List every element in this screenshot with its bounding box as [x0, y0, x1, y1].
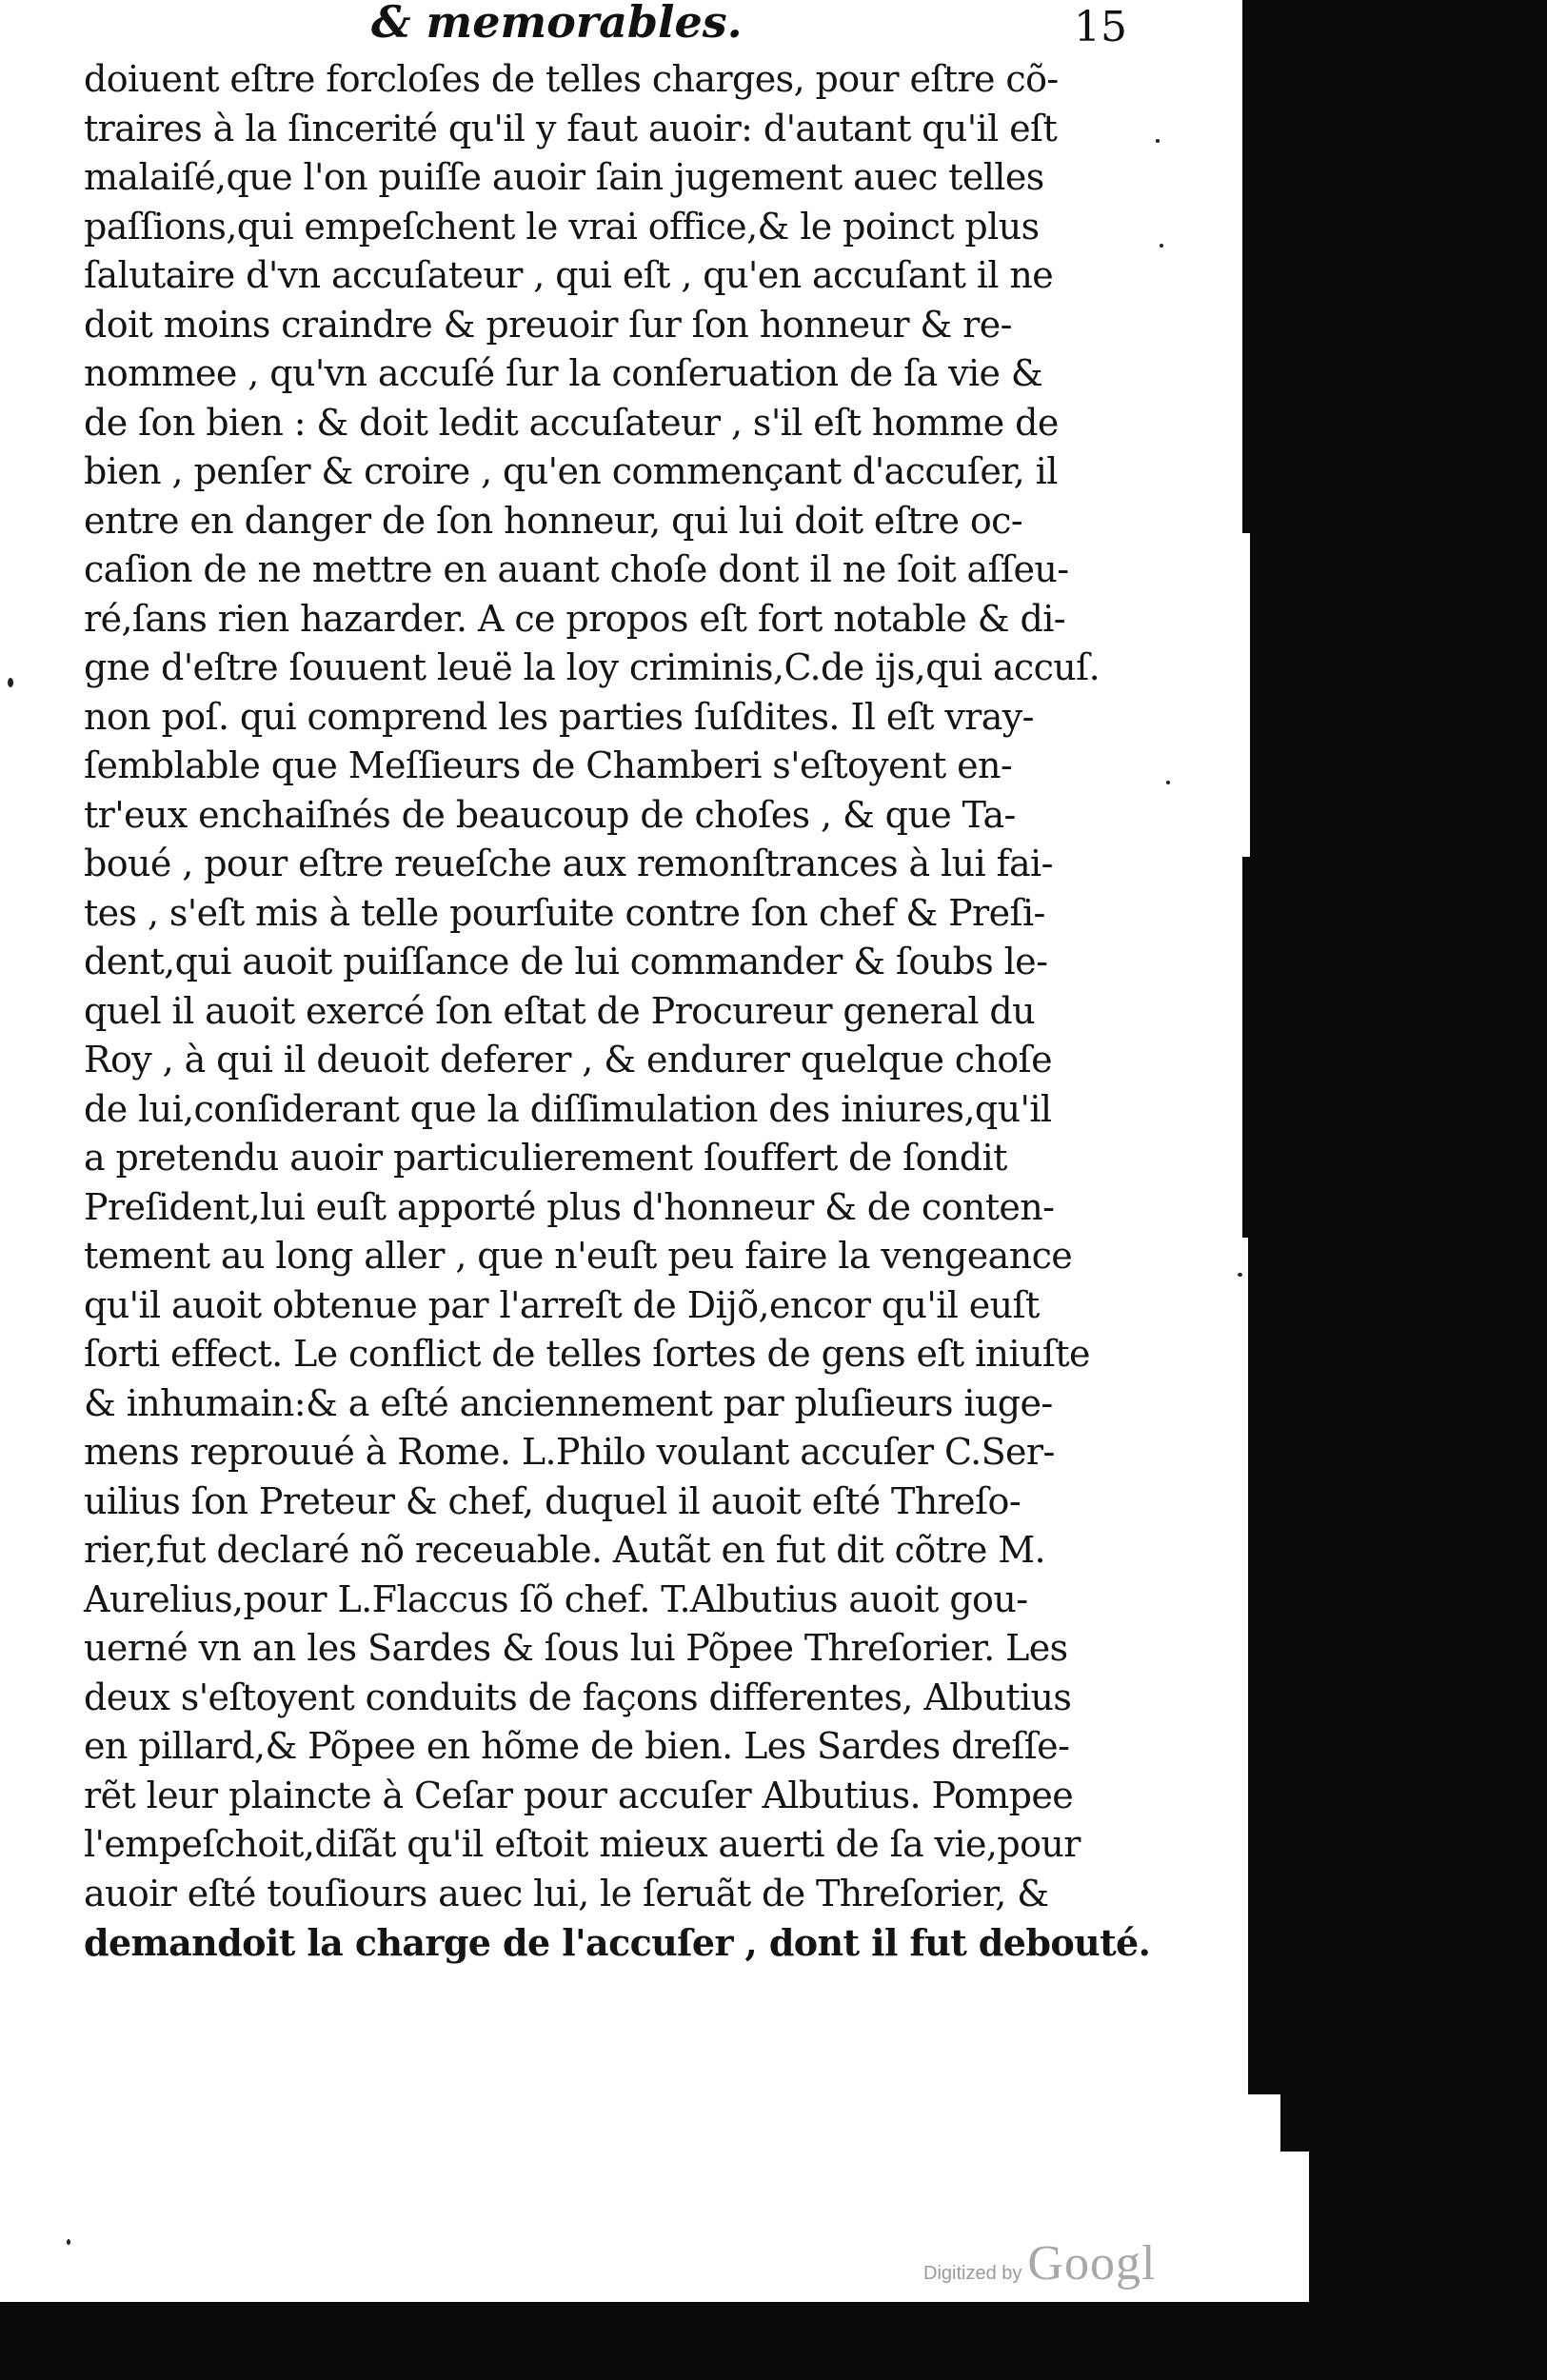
scan-border-notch [1280, 2152, 1309, 2302]
text-line: ſemblable que Meſſieurs de Chamberi s'eſtoyent en- [84, 744, 1013, 786]
text-line: paſſions,qui empeſchent le vrai office,& le poinct plus [84, 205, 1040, 248]
text-line: dent,qui auoit puiſſance de lui commander & ſoubs le- [84, 941, 1048, 982]
watermark-caption: Digitized by [923, 2263, 1022, 2284]
text-line: malaiſé,que l'on puiſſe auoir ſain jugement auec telles [84, 156, 1044, 198]
text-line: rier,fut declaré nõ receuable. Autãt en fut dit cõtre M. [84, 1529, 1046, 1571]
text-line: uilius ſon Preteur & chef, duquel il auoit eſté Threſo- [84, 1479, 1021, 1522]
watermark-logo: Googl [1027, 2236, 1157, 2291]
scan-speck [67, 2239, 70, 2245]
text-line: mens reprouué à Rome. L.Philo voulant accuſer C.Ser- [84, 1431, 1055, 1473]
text-line: uerné vn an les Sardes & ſous lui Põpee Threſorier. Les [84, 1627, 1068, 1669]
text-line: boué , pour eſtre reueſche aux remonſtrances à lui fai- [84, 843, 1053, 884]
text-line: tes , s'eſt mis à telle pourſuite contre ſon chef & Preſi- [84, 891, 1045, 934]
scan-border-right [1242, 0, 1547, 2380]
scan-border-notch [1242, 2094, 1280, 2302]
text-line: traires à la ſincerité qu'il y faut auoir: d'autant qu'il eſt [84, 107, 1058, 149]
text-line: entre en danger de ſon honneur, qui lui doit eſtre oc- [84, 499, 1023, 542]
scan-border-notch [1242, 533, 1250, 857]
page-number: 15 [1074, 3, 1127, 51]
text-line: tr'eux enchaiſnés de beaucoup de choſes , & que Ta- [84, 793, 1016, 836]
scan-border-notch [1242, 1238, 1248, 2094]
text-line: ſorti effect. Le conflict de telles ſortes de gens eſt iniuſte [84, 1333, 1090, 1375]
text-line: de ſon bien : & doit ledit accuſateur , s'il eſt homme de [84, 401, 1059, 444]
scan-speck [8, 678, 13, 687]
digitized-watermark [923, 2235, 1156, 2292]
scan-speck [1166, 781, 1170, 784]
text-line: Roy , à qui il deuoit deferer , & endurer quelque choſe [84, 1039, 1052, 1081]
text-line: l'empeſchoit,diſãt qu'il eſtoit mieux auerti de ſa vie,pour [84, 1823, 1081, 1865]
text-line: en pillard,& Põpee en hõme de bien. Les Sardes dreſſe- [84, 1725, 1070, 1767]
text-line: doit moins craindre & preuoir ſur ſon honneur & re- [84, 303, 1012, 346]
text-line: bien , penſer & croire , qu'en commençant d'accuſer, il [84, 450, 1058, 492]
text-line: tement au long aller , que n'euſt peu faire la vengeance [84, 1235, 1073, 1277]
text-line: doiuent eſtre forcloſes de telles charges, pour eſtre cõ- [84, 58, 1059, 100]
scan-border-bottom [0, 2302, 1547, 2380]
text-line: demandoit la charge de l'accuſer , dont il fut debouté. [84, 1921, 1151, 1964]
text-line: ré,ſans rien hazarder. A ce propos eſt fort notable & di- [84, 597, 1066, 640]
text-line: deux s'eſtoyent conduits de façons differentes, Albutius [84, 1676, 1072, 1718]
text-line: rẽt leur plaincte à Ceſar pour accuſer Albutius. Pompee [84, 1774, 1074, 1816]
text-line: Preſident,lui euſt apporté plus d'honneur & de conten- [84, 1185, 1055, 1228]
text-line: Aurelius,pour L.Flaccus ſõ chef. T.Albutius auoit gou- [84, 1577, 1028, 1620]
text-line: qu'il auoit obtenue par l'arreſt de Dijõ,encor qu'il euſt [84, 1283, 1040, 1326]
text-line: de lui,conſiderant que la diſſimulation des iniures,qu'il [84, 1087, 1052, 1130]
text-line: nommee , qu'vn accuſé ſur la conſeruation de ſa vie & [84, 352, 1043, 394]
scan-speck [1156, 139, 1160, 143]
text-line: & inhumain:& a eſté anciennement par pluſieurs iuge- [84, 1381, 1053, 1424]
text-line: auoir eſté touſiours auec lui, le ſeruãt de Threſorier, & [84, 1872, 1049, 1914]
text-line: non poſ. qui comprend les parties ſuſdites. Il eſt vray- [84, 695, 1034, 738]
text-line: quel il auoit exercé ſon eſtat de Procureur general du [84, 989, 1036, 1032]
text-line: gne d'eſtre ſouuent leuë la loy criminis,C.de ijs,qui accuſ. [84, 646, 1101, 688]
text-line: a pretendu auoir particulierement ſouffert de ſondit [84, 1137, 1007, 1179]
running-head: & memorables. [371, 0, 743, 48]
text-line: caſion de ne mettre en auant choſe dont il ne ſoit aſſeu- [84, 548, 1069, 590]
text-line: ſalutaire d'vn accuſateur , qui eſt , qu'en accuſant il ne [84, 254, 1054, 296]
body-text [84, 55, 1151, 1968]
scan-speck [1160, 244, 1163, 248]
